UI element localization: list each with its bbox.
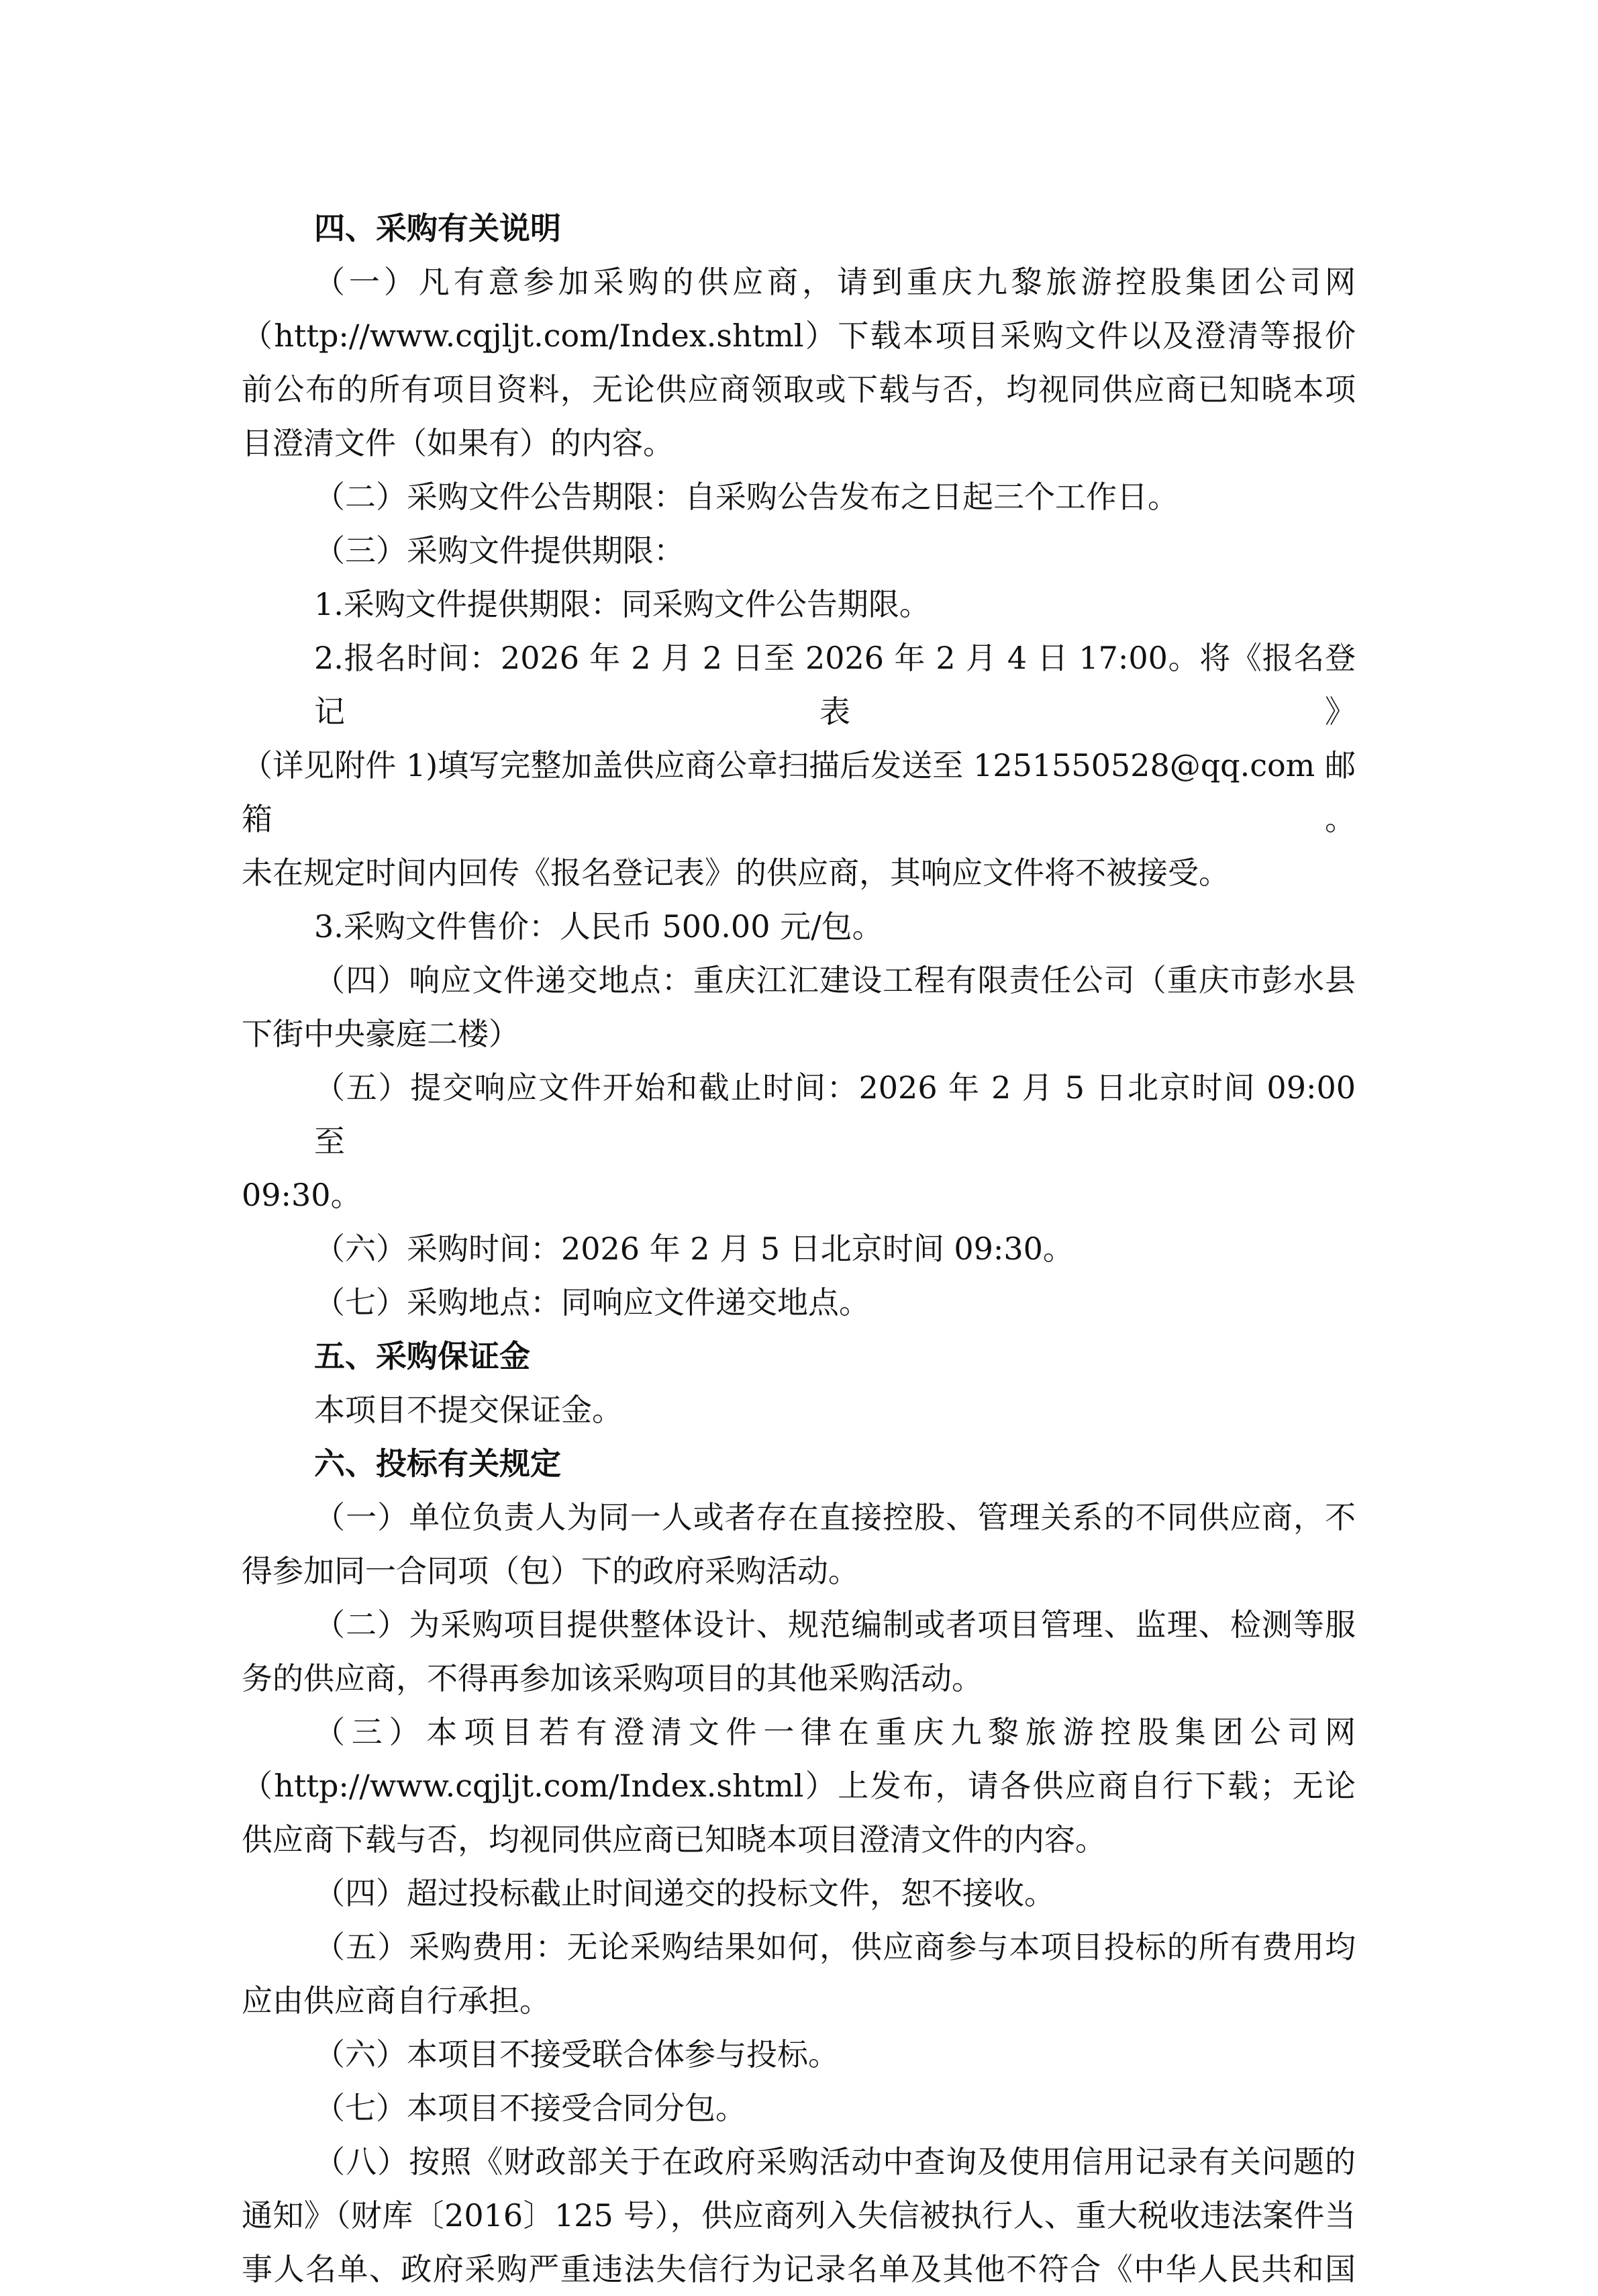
paragraph-line: 前公布的所有项目资料，无论供应商领取或下载与否，均视同供应商已知晓本项 — [242, 371, 1356, 408]
paragraph-line: 得参加同一合同项（包）下的政府采购活动。 — [242, 1553, 859, 1589]
section-heading: 六、投标有关规定 — [314, 1445, 561, 1482]
paragraph-line: （七）本项目不接受合同分包。 — [314, 2090, 746, 2126]
paragraph-line: （七）采购地点：同响应文件递交地点。 — [314, 1284, 870, 1321]
paragraph-line: 09:30。 — [242, 1177, 362, 1213]
paragraph-line: 通知》（财库〔2016〕125 号），供应商列入失信被执行人、重大税收违法案件当 — [242, 2197, 1356, 2234]
section-heading: 四、采购有关说明 — [314, 210, 561, 246]
paragraph-line: （详见附件 1)填写完整加盖供应商公章扫描后发送至 1251550528@qq.com 邮箱。 — [242, 747, 1356, 837]
paragraph-line: （四）响应文件递交地点：重庆江汇建设工程有限责任公司（重庆市彭水县 — [314, 962, 1356, 998]
paragraph-line: （四）超过投标截止时间递交的投标文件，恕不接收。 — [314, 1875, 1055, 1911]
paragraph-line: 目澄清文件（如果有）的内容。 — [242, 425, 674, 461]
paragraph-line: 3.采购文件售价：人民币 500.00 元/包。 — [314, 908, 883, 945]
paragraph-line: 应由供应商自行承担。 — [242, 1982, 550, 2019]
paragraph-line: （六）本项目不接受联合体参与投标。 — [314, 2036, 839, 2072]
paragraph-line: 1.采购文件提供期限：同采购文件公告期限。 — [314, 586, 930, 622]
paragraph-line: 下街中央豪庭二楼） — [242, 1016, 519, 1052]
paragraph-line: 本项目不提交保证金。 — [314, 1392, 623, 1428]
paragraph-line: （http://www.cqjljt.com/Index.shtml）上发布，请各供应商自行下载；无论 — [242, 1768, 1356, 1804]
paragraph-line: （一）凡有意参加采购的供应商，请到重庆九黎旅游控股集团公司网 — [314, 264, 1356, 300]
paragraph-line: 务的供应商，不得再参加该采购项目的其他采购活动。 — [242, 1660, 983, 1696]
paragraph-line: 2.报名时间：2026 年 2 月 2 日至 2026 年 2 月 4 日 17:00。将《报名登记表》 — [314, 640, 1356, 730]
paragraph-line: （http://www.cqjljt.com/Index.shtml）下载本项目采购文件以及澄清等报价 — [242, 318, 1356, 354]
document-page — [242, 201, 1356, 2296]
paragraph-line: 供应商下载与否，均视同供应商已知晓本项目澄清文件的内容。 — [242, 1821, 1106, 1858]
paragraph-line: （二）采购文件公告期限：自采购公告发布之日起三个工作日。 — [314, 479, 1179, 515]
paragraph-line: （二）为采购项目提供整体设计、规范编制或者项目管理、监理、检测等服 — [314, 1607, 1356, 1643]
section-heading: 五、采购保证金 — [314, 1338, 530, 1374]
paragraph-line: （八）按照《财政部关于在政府采购活动中查询及使用信用记录有关问题的 — [314, 2144, 1356, 2180]
paragraph-line: 事人名单、政府采购严重违法失信行为记录名单及其他不符合《中华人民共和国 — [242, 2251, 1356, 2287]
paragraph-line: （五）采购费用：无论采购结果如何，供应商参与本项目投标的所有费用均 — [314, 1929, 1356, 1965]
paragraph-line: （六）采购时间：2026 年 2 月 5 日北京时间 09:30。 — [314, 1231, 1074, 1267]
paragraph-line: （一）单位负责人为同一人或者存在直接控股、管理关系的不同供应商，不 — [314, 1499, 1356, 1535]
paragraph-line: 未在规定时间内回传《报名登记表》的供应商，其响应文件将不被接受。 — [242, 855, 1230, 891]
paragraph-line: （三）采购文件提供期限： — [314, 532, 685, 569]
paragraph-line: （五）提交响应文件开始和截止时间：2026 年 2 月 5 日北京时间 09:00 至 — [314, 1069, 1356, 1159]
paragraph-line: （三）本项目若有澄清文件一律在重庆九黎旅游控股集团公司网 — [314, 1714, 1356, 1750]
